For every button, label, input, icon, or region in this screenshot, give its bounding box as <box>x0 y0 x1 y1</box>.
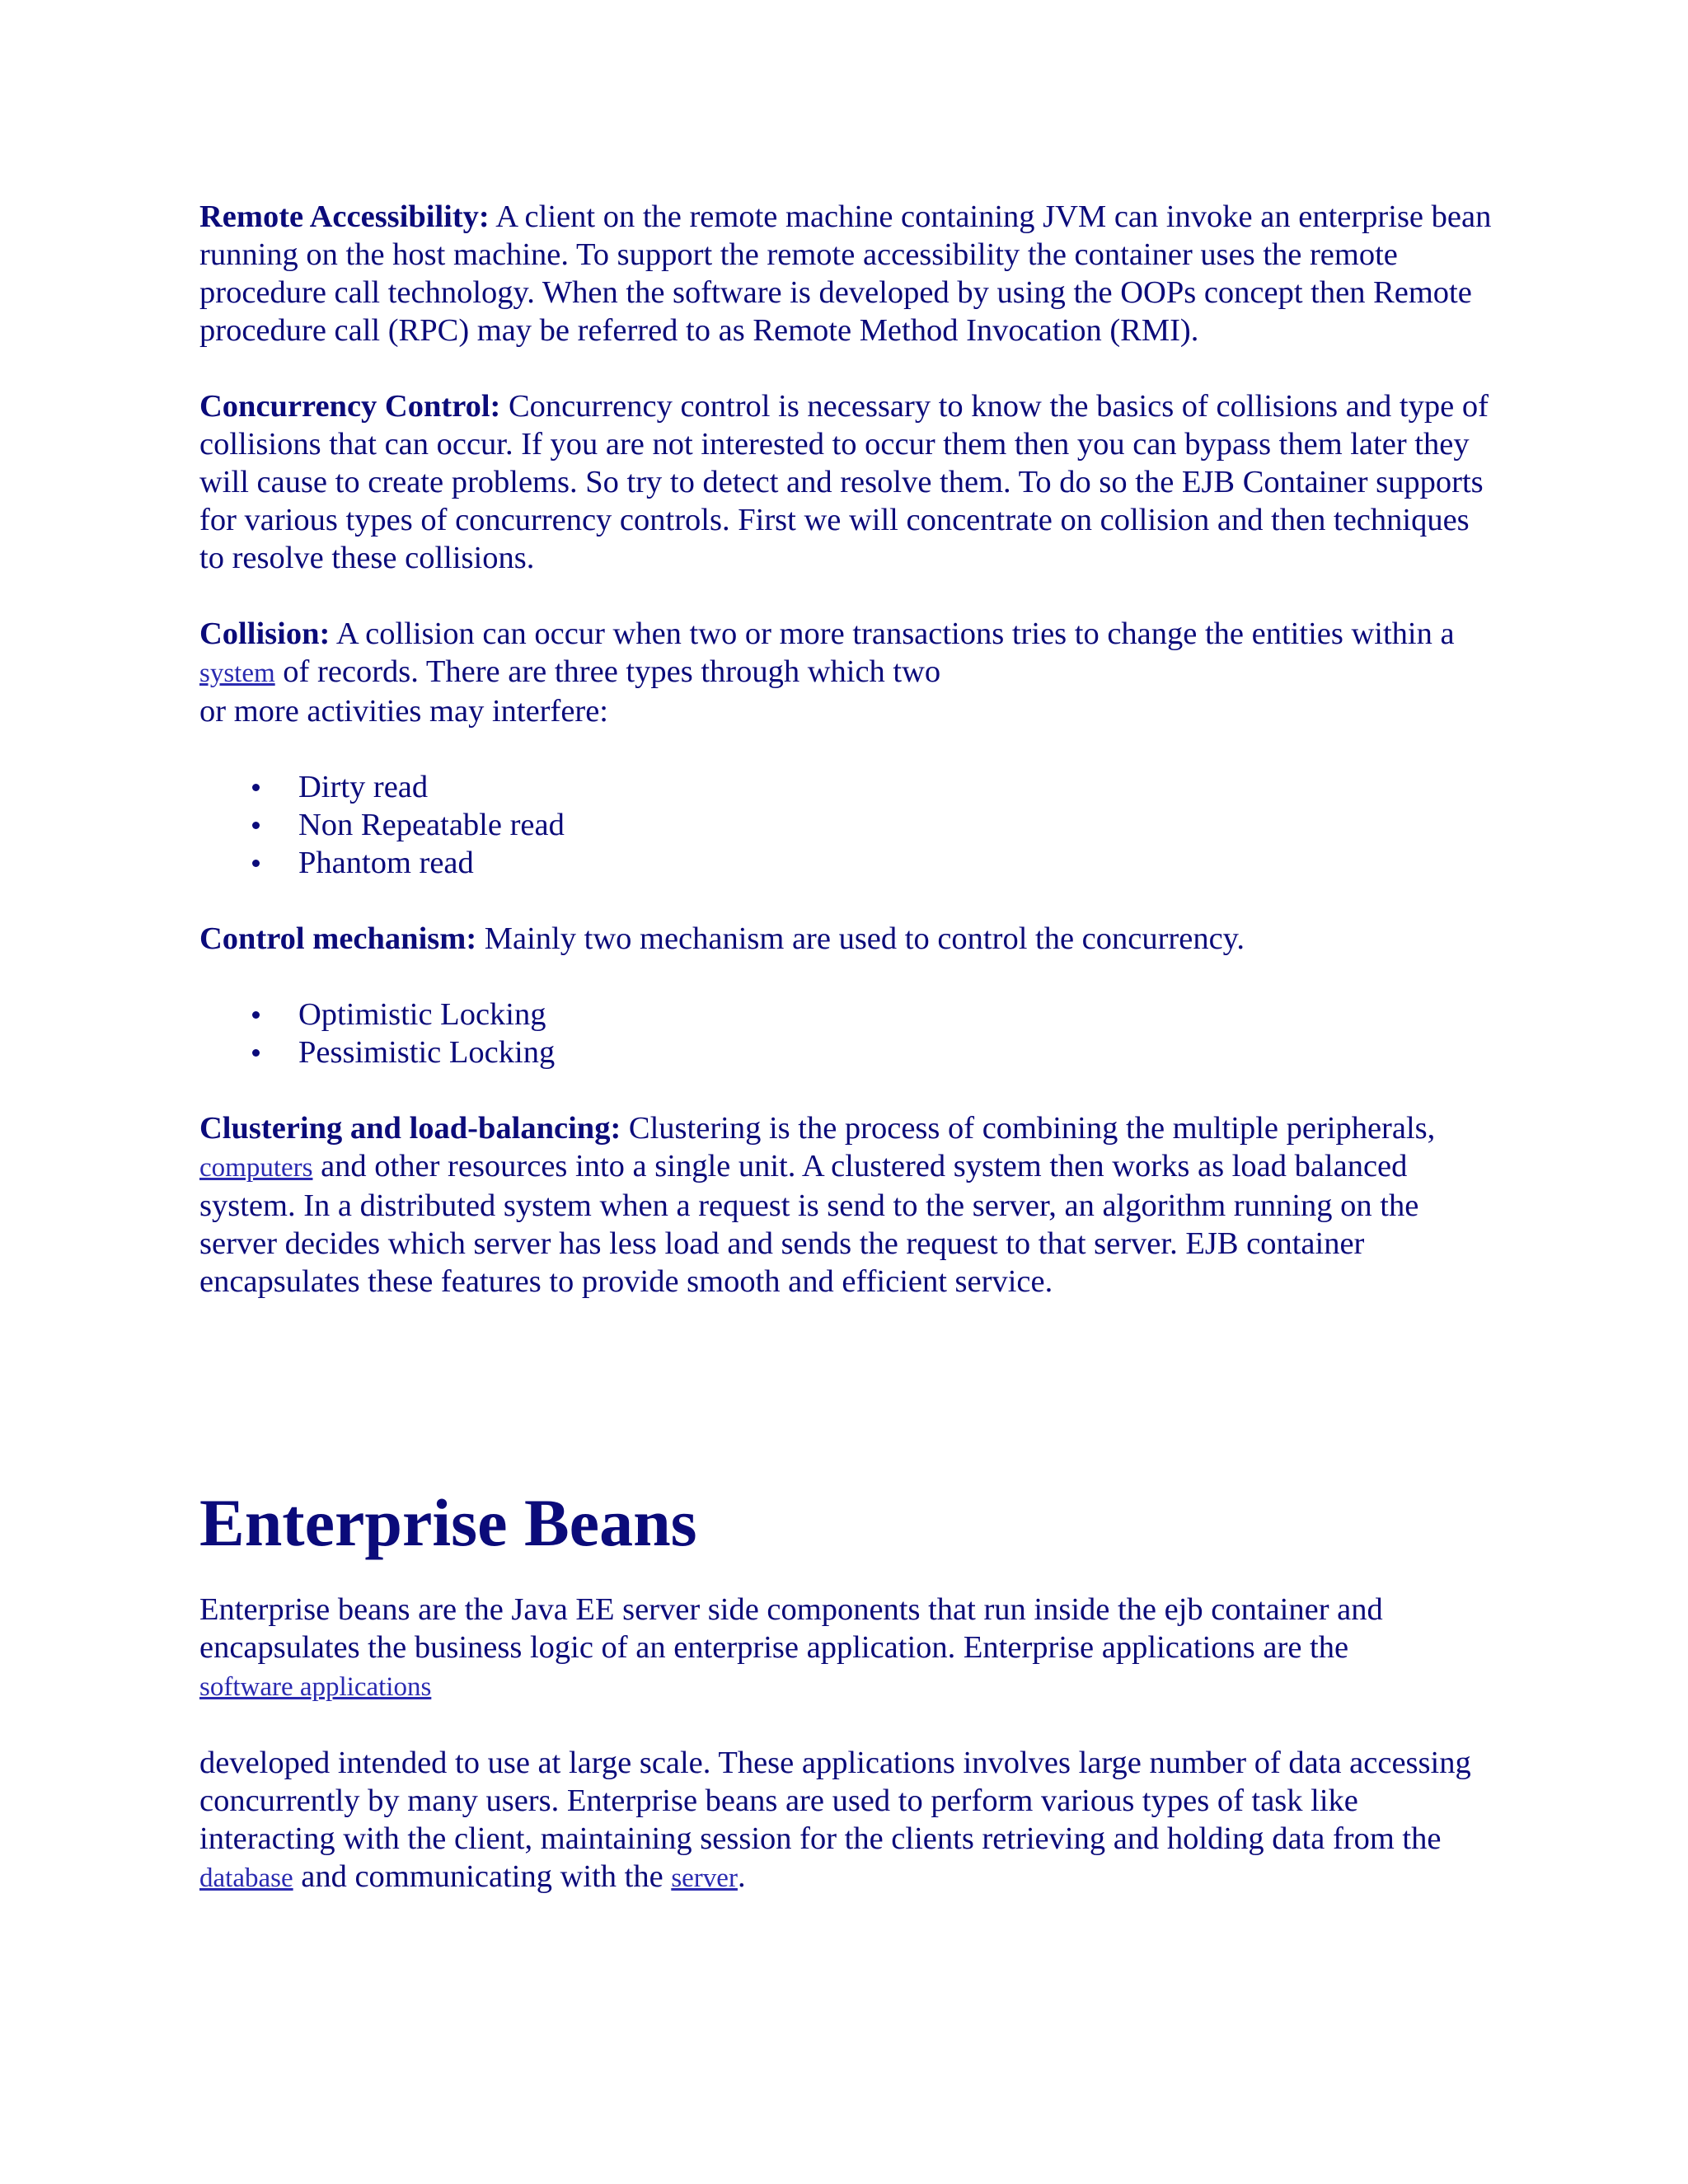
control-mechanism-paragraph <box>199 920 1502 958</box>
document-page <box>199 198 1502 1897</box>
enterprise-beans-paragraph-1 <box>199 1591 1502 1706</box>
locking-list <box>199 996 1502 1071</box>
server-link[interactable]: server <box>671 1863 738 1893</box>
list-item: Optimistic Locking <box>298 996 1502 1033</box>
clustering-paragraph <box>199 1109 1502 1301</box>
enterprise-beans-text-end: . <box>737 1859 746 1894</box>
concurrency-control-text: Concurrency control is necessary to know the basics of collisions and type of collisions that can occur. If you are not interested to occur them then you can bypass them later they will cause to create problems. So try to detect and resolve them. To do so the EJB Container supports for various types of concurrency controls. First we will concentrate on collision and then techniques to resolve these collisions. <box>199 389 1489 575</box>
enterprise-beans-text-2: developed intended to use at large scale. These applications involves large number of data accessing concurrently by many users. Enterprise beans are used to perform various types of task like interacting with the client, maintaining session for the clients retrieving and holding data from the <box>199 1746 1471 1856</box>
database-link[interactable]: database <box>199 1863 293 1893</box>
collision-types-list <box>199 768 1502 882</box>
list-item: Pessimistic Locking <box>298 1033 1502 1071</box>
remote-accessibility-text: A client on the remote machine containing JVM can invoke an enterprise bean running on the host machine. To support the remote accessibility the container uses the remote procedure call technology. When the software is developed by using the OOPs concept then Remote procedure call (RPC) may be referred to as Remote Method Invocation (RMI). <box>199 199 1492 348</box>
clustering-text-before: Clustering is the process of combining the multiple peripherals, <box>621 1111 1436 1146</box>
list-item: Dirty read <box>298 768 1502 806</box>
enterprise-beans-text-1: Enterprise beans are the Java EE server side components that run inside the ejb container and encapsulates the business logic of an enterprise application. Enterprise applications are the <box>199 1592 1383 1665</box>
list-item: Phantom read <box>298 844 1502 882</box>
enterprise-beans-paragraph-2 <box>199 1744 1502 1897</box>
concurrency-control-paragraph <box>199 387 1502 577</box>
enterprise-beans-text-3: and communicating with the <box>293 1859 672 1894</box>
software-applications-link[interactable]: software applications <box>199 1672 432 1702</box>
concurrency-control-heading: Concurrency Control: <box>199 389 501 424</box>
control-mechanism-text: Mainly two mechanism are used to control the concurrency. <box>476 921 1245 956</box>
computers-link[interactable]: computers <box>199 1153 313 1183</box>
collision-paragraph <box>199 615 1502 730</box>
clustering-text-after: and other resources into a single unit. A clustered system then works as load balanced system. In a distributed system when a request is send to the server, an algorithm running on the server decides which server has less load and sends the request to that server. EJB container encapsulates these features to provide smooth and efficient service. <box>199 1149 1419 1299</box>
collision-text-after: of records. There are three types through which two <box>274 654 941 689</box>
collision-heading: Collision: <box>199 616 331 651</box>
control-mechanism-heading: Control mechanism: <box>199 921 477 956</box>
list-item: Non Repeatable read <box>298 806 1502 844</box>
remote-accessibility-heading: Remote Accessibility: <box>199 199 490 234</box>
collision-text-line2: or more activities may interfere: <box>199 694 609 729</box>
collision-text-before: A collision can occur when two or more transactions tries to change the entities within a <box>330 616 1455 651</box>
clustering-heading: Clustering and load-balancing: <box>199 1111 621 1146</box>
system-link[interactable]: system <box>199 658 275 688</box>
remote-accessibility-paragraph <box>199 198 1502 349</box>
page-title: Enterprise Beans <box>199 1485 697 1560</box>
